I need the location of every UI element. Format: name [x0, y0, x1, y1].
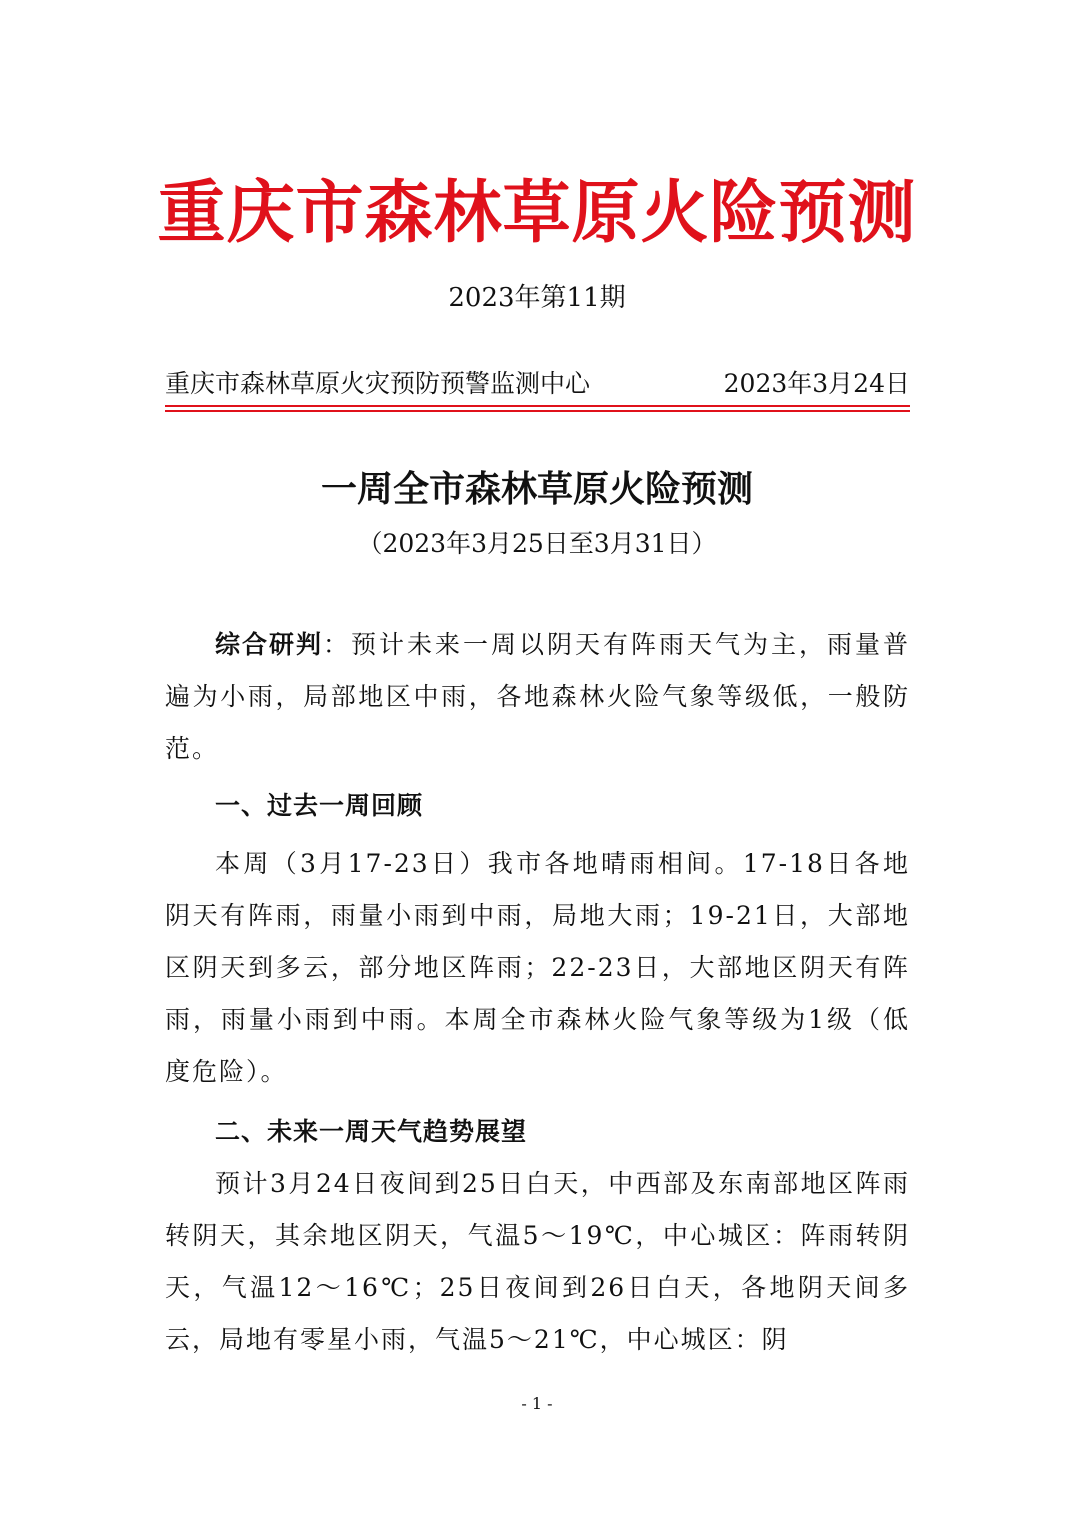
issuing-organization: 重庆市森林草原火灾预防预警监测中心: [165, 369, 591, 398]
summary-paragraph: [165, 619, 910, 775]
header-row: [165, 366, 910, 402]
outlook-paragraph: 预计3月24日夜间到25日白天，中西部及东南部地区阵雨转阴天，其余地区阴天，气温5～19℃，中心城区：阵雨转阴天，气温12～16℃；25日夜间到26日白天，各地阴天间多云，局地有零星小雨，气温5～21℃，中心城区：阴: [165, 1169, 910, 1354]
section-heading-review: 一、过去一周回顾: [215, 791, 424, 820]
section-heading-outlook: 二、未来一周天气趋势展望: [215, 1117, 528, 1146]
summary-text: ：预计未来一周以阴天有阵雨天气为主，雨量普遍为小雨，局部地区中雨，各地森林火险气象等级低，一般防范。: [165, 630, 910, 763]
document-title: 一周全市森林草原火险预测: [320, 468, 753, 510]
summary-lead: 综合研判: [215, 630, 323, 659]
page-number: - 1 -: [521, 1394, 553, 1413]
review-paragraph: 本周（3月17-23日）我市各地晴雨相间。17-18日各地阴天有阵雨，雨量小雨到中雨，局地大雨；19-21日，大部地区阴天到多云，部分地区阵雨；22-23日，大部地区阴天有阵雨，雨量小雨到中雨。本周全市森林火险气象等级为1级（低度危险）。: [165, 849, 910, 1086]
masthead-title: 重庆市森林草原火险预测: [157, 173, 917, 253]
document-date-range: （2023年3月25日至3月31日）: [357, 529, 717, 558]
header-divider-bottom: [165, 410, 910, 412]
issue-date: 2023年3月24日: [723, 369, 910, 398]
issue-number: 2023年第11期: [448, 283, 626, 313]
header-divider-top: [165, 405, 910, 407]
